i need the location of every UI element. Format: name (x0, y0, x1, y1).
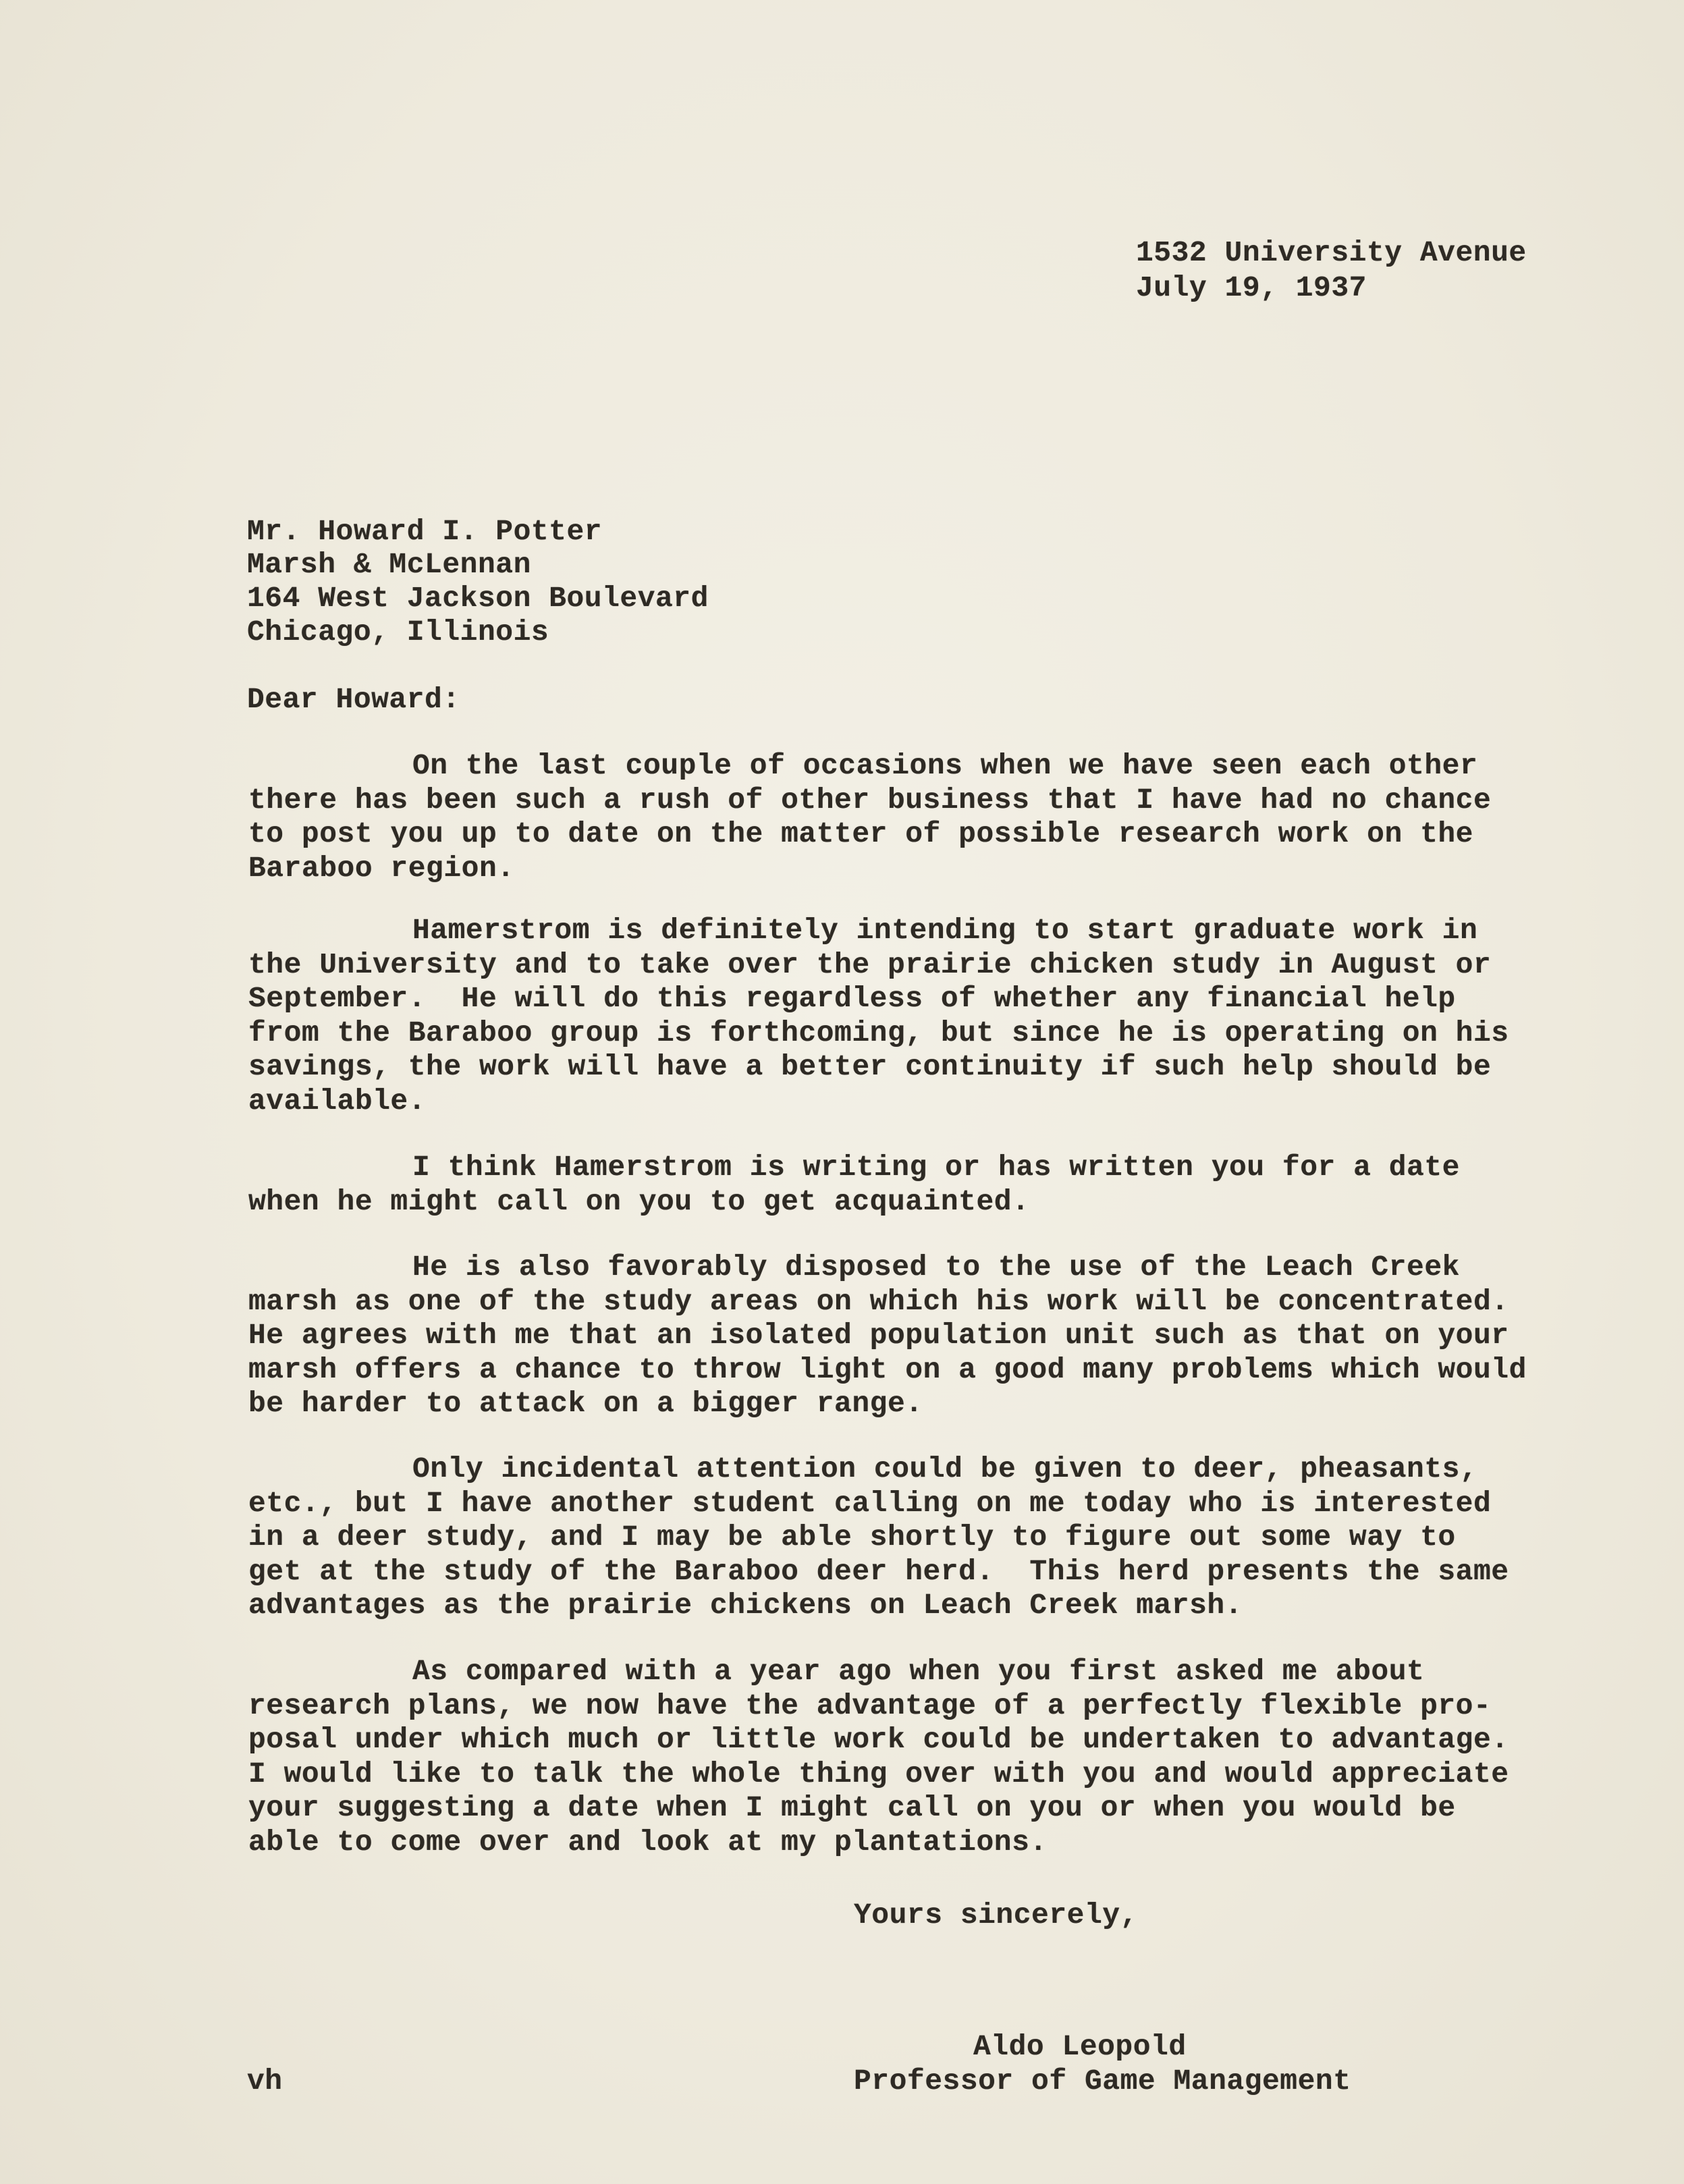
paragraph-line: research plans, we now have the advantage of a perfectly flexible pro- (248, 1689, 1492, 1722)
paragraph-line: I would like to talk the whole thing over with you and would appreciate (248, 1757, 1509, 1791)
paragraph-line: I think Hamerstrom is writing or has written you for a date (412, 1151, 1460, 1184)
paragraph-line: there has been such a rush of other business that I have had no chance (248, 783, 1492, 817)
paragraph-line: September. He will do this regardless of whether any financial help (248, 982, 1456, 1015)
paragraph-line: able to come over and look at my plantations. (248, 1825, 1048, 1859)
return-address-street: 1532 University Avenue (1136, 236, 1527, 269)
paragraph-line: marsh as one of the study areas on which his work will be concentrated. (248, 1284, 1509, 1318)
paragraph-line: Only incidental attention could be given to deer, pheasants, (412, 1452, 1478, 1485)
paragraph-line: advantages as the prairie chickens on Leach Creek marsh. (248, 1589, 1243, 1622)
body-paragraph-6 (248, 1655, 1509, 1859)
paragraph-line: On the last couple of occasions when we have seen each other (412, 749, 1478, 782)
recipient-company: Marsh & McLennan (247, 548, 531, 581)
body-paragraph-2 (248, 914, 1509, 1118)
paragraph-line: Baraboo region. (248, 851, 515, 885)
paragraph-line: in a deer study, and I may be able shortly to figure out some way to (248, 1521, 1456, 1554)
recipient-name: Mr. Howard I. Potter (247, 515, 603, 548)
paragraph-line: get at the study of the Baraboo deer herd. This herd presents the same (248, 1554, 1509, 1588)
body-paragraph-4 (248, 1251, 1527, 1421)
closing: Yours sincerely, (854, 1899, 1138, 1932)
body-paragraph-5 (248, 1452, 1509, 1623)
recipient-street: 164 West Jackson Boulevard (247, 582, 709, 615)
signature-name: Aldo Leopold (973, 2030, 1187, 2063)
paragraph-line: be harder to attack on a bigger range. (248, 1387, 923, 1420)
typist-initials: vh (247, 2065, 283, 2098)
paragraph-line: posal under which much or little work could be undertaken to advantage. (248, 1723, 1509, 1756)
letter-date: July 19, 1937 (1136, 271, 1367, 304)
paragraph-line: marsh offers a chance to throw light on a good many problems which would (248, 1353, 1527, 1386)
salutation: Dear Howard: (247, 683, 460, 716)
paragraph-line: savings, the work will have a better continuity if such help should be (248, 1050, 1492, 1083)
paragraph-line: when he might call on you to get acquainted. (248, 1184, 1030, 1218)
signature-title: Professor of Game Management (854, 2065, 1351, 2098)
paragraph-line: your suggesting a date when I might call on you or when you would be (248, 1791, 1456, 1824)
paragraph-line: As compared with a year ago when you first asked me about (412, 1655, 1425, 1688)
paragraph-line: available. (248, 1084, 427, 1118)
body-paragraph-1 (248, 749, 1492, 885)
paragraph-line: Hamerstrom is definitely intending to start graduate work in (412, 914, 1478, 947)
paragraph-line: He is also favorably disposed to the use of the Leach Creek (412, 1251, 1460, 1284)
paragraph-line: from the Baraboo group is forthcoming, but since he is operating on his (248, 1016, 1509, 1049)
paragraph-line: to post you up to date on the matter of possible research work on the (248, 817, 1473, 850)
body-paragraph-3 (248, 1151, 1463, 1219)
paragraph-line: the University and to take over the prairie chicken study in August or (248, 948, 1492, 981)
paragraph-line: etc., but I have another student calling on me today who is interested (248, 1486, 1492, 1520)
recipient-city: Chicago, Illinois (247, 616, 549, 649)
paragraph-line: He agrees with me that an isolated population unit such as that on your (248, 1319, 1509, 1352)
